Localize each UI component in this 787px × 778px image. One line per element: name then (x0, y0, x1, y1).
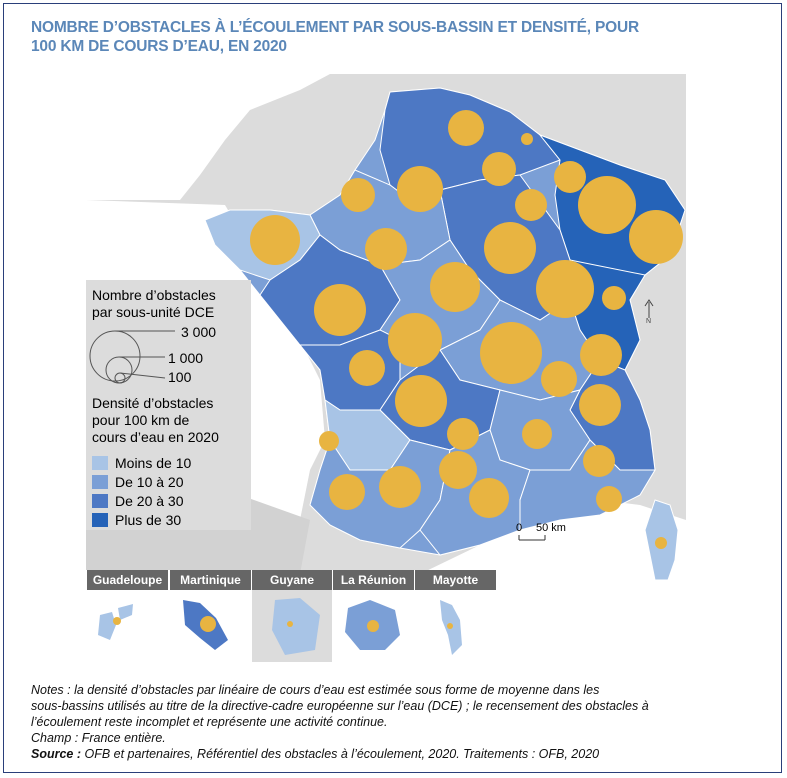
map-martinique (170, 590, 251, 662)
legend-class-2: De 10 à 20 (92, 474, 184, 490)
bubble (388, 313, 442, 367)
bubble (469, 478, 509, 518)
bubble (430, 262, 480, 312)
overseas-label-martinique: Martinique (170, 570, 251, 590)
bubble (287, 621, 293, 627)
bubble (395, 375, 447, 427)
legend-swatch (92, 475, 108, 489)
map-title: NOMBRE D’OBSTACLES À L’ÉCOULEMENT PAR SOUS-BASSIN ET DENSITÉ, POUR 100 KM DE COURS D’EAU, EN 2020 (31, 19, 639, 55)
bubble (536, 260, 594, 318)
bubble (541, 361, 577, 397)
size-legend-value-100: 100 (168, 369, 192, 385)
bubble (367, 620, 379, 632)
size-legend-value-1000: 1 000 (168, 350, 204, 366)
bubble (554, 161, 586, 193)
density-legend-title: Densité d’obstacles pour 100 km de cours d’eau en 2020 (92, 395, 219, 445)
bubble (602, 286, 626, 310)
legend-class-4: Plus de 30 (92, 512, 181, 528)
north-label: N (646, 318, 652, 325)
legend-swatch (92, 494, 108, 508)
bubble (480, 322, 542, 384)
bubble (580, 334, 622, 376)
bubble (521, 133, 533, 145)
map-guadeloupe (87, 590, 168, 662)
bubble (522, 419, 552, 449)
bubble (250, 215, 300, 265)
overseas-label-mayotte: Mayotte (415, 570, 496, 590)
overseas-label-reunion: La Réunion (333, 570, 414, 590)
scale-zero: 0 (516, 522, 523, 534)
bubble (113, 617, 121, 625)
legend-swatch (92, 513, 108, 527)
map-reunion (333, 590, 414, 662)
notes: Notes : la densité d’obstacles par linéaire de cours d’eau est estimée sous forme de moyenne dans les sous-bassins utilisés au titre de la directive-cadre européenne sur l’eau (DCE) ; le recensement des obstacles à l’écoulement reste incomplet et représente une activité continue. Champ : France entière. Source : OFB et partenaires, Référentiel des obstacles à l’écoulement, 2020. Traitements : OFB, 2020 (31, 682, 756, 762)
bubble (365, 228, 407, 270)
legend-swatch (92, 456, 108, 470)
bubble (583, 445, 615, 477)
bubble (319, 431, 339, 451)
map-guyane (252, 590, 332, 662)
bubble (329, 474, 365, 510)
size-legend-value-3000: 3 000 (181, 324, 217, 340)
legend-class-3: De 20 à 30 (92, 493, 184, 509)
bubble (447, 623, 453, 629)
bubble (447, 418, 479, 450)
size-legend-title: Nombre d’obstacles par sous-unité DCE (92, 287, 216, 320)
source-line: Source : OFB et partenaires, Référentiel des obstacles à l’écoulement, 2020. Traitements : OFB, 2020 (31, 747, 600, 761)
bubble (629, 210, 683, 264)
scale-label: 50 km (536, 522, 566, 534)
bubble (448, 110, 484, 146)
bubble (515, 189, 547, 221)
bubble (341, 178, 375, 212)
bubble (484, 222, 536, 274)
map-mayotte (415, 590, 496, 662)
overseas-label-guyane: Guyane (252, 570, 332, 590)
bubble (397, 166, 443, 212)
bubble (655, 537, 667, 549)
bubble (349, 350, 385, 386)
bubble (578, 176, 636, 234)
bubble (439, 451, 477, 489)
bubble (579, 384, 621, 426)
overseas-label-guadeloupe: Guadeloupe (87, 570, 168, 590)
legend-class-1: Moins de 10 (92, 455, 191, 471)
bubble (200, 616, 216, 632)
bubble (482, 152, 516, 186)
bubble (379, 466, 421, 508)
bubble (314, 284, 366, 336)
bubble (596, 486, 622, 512)
